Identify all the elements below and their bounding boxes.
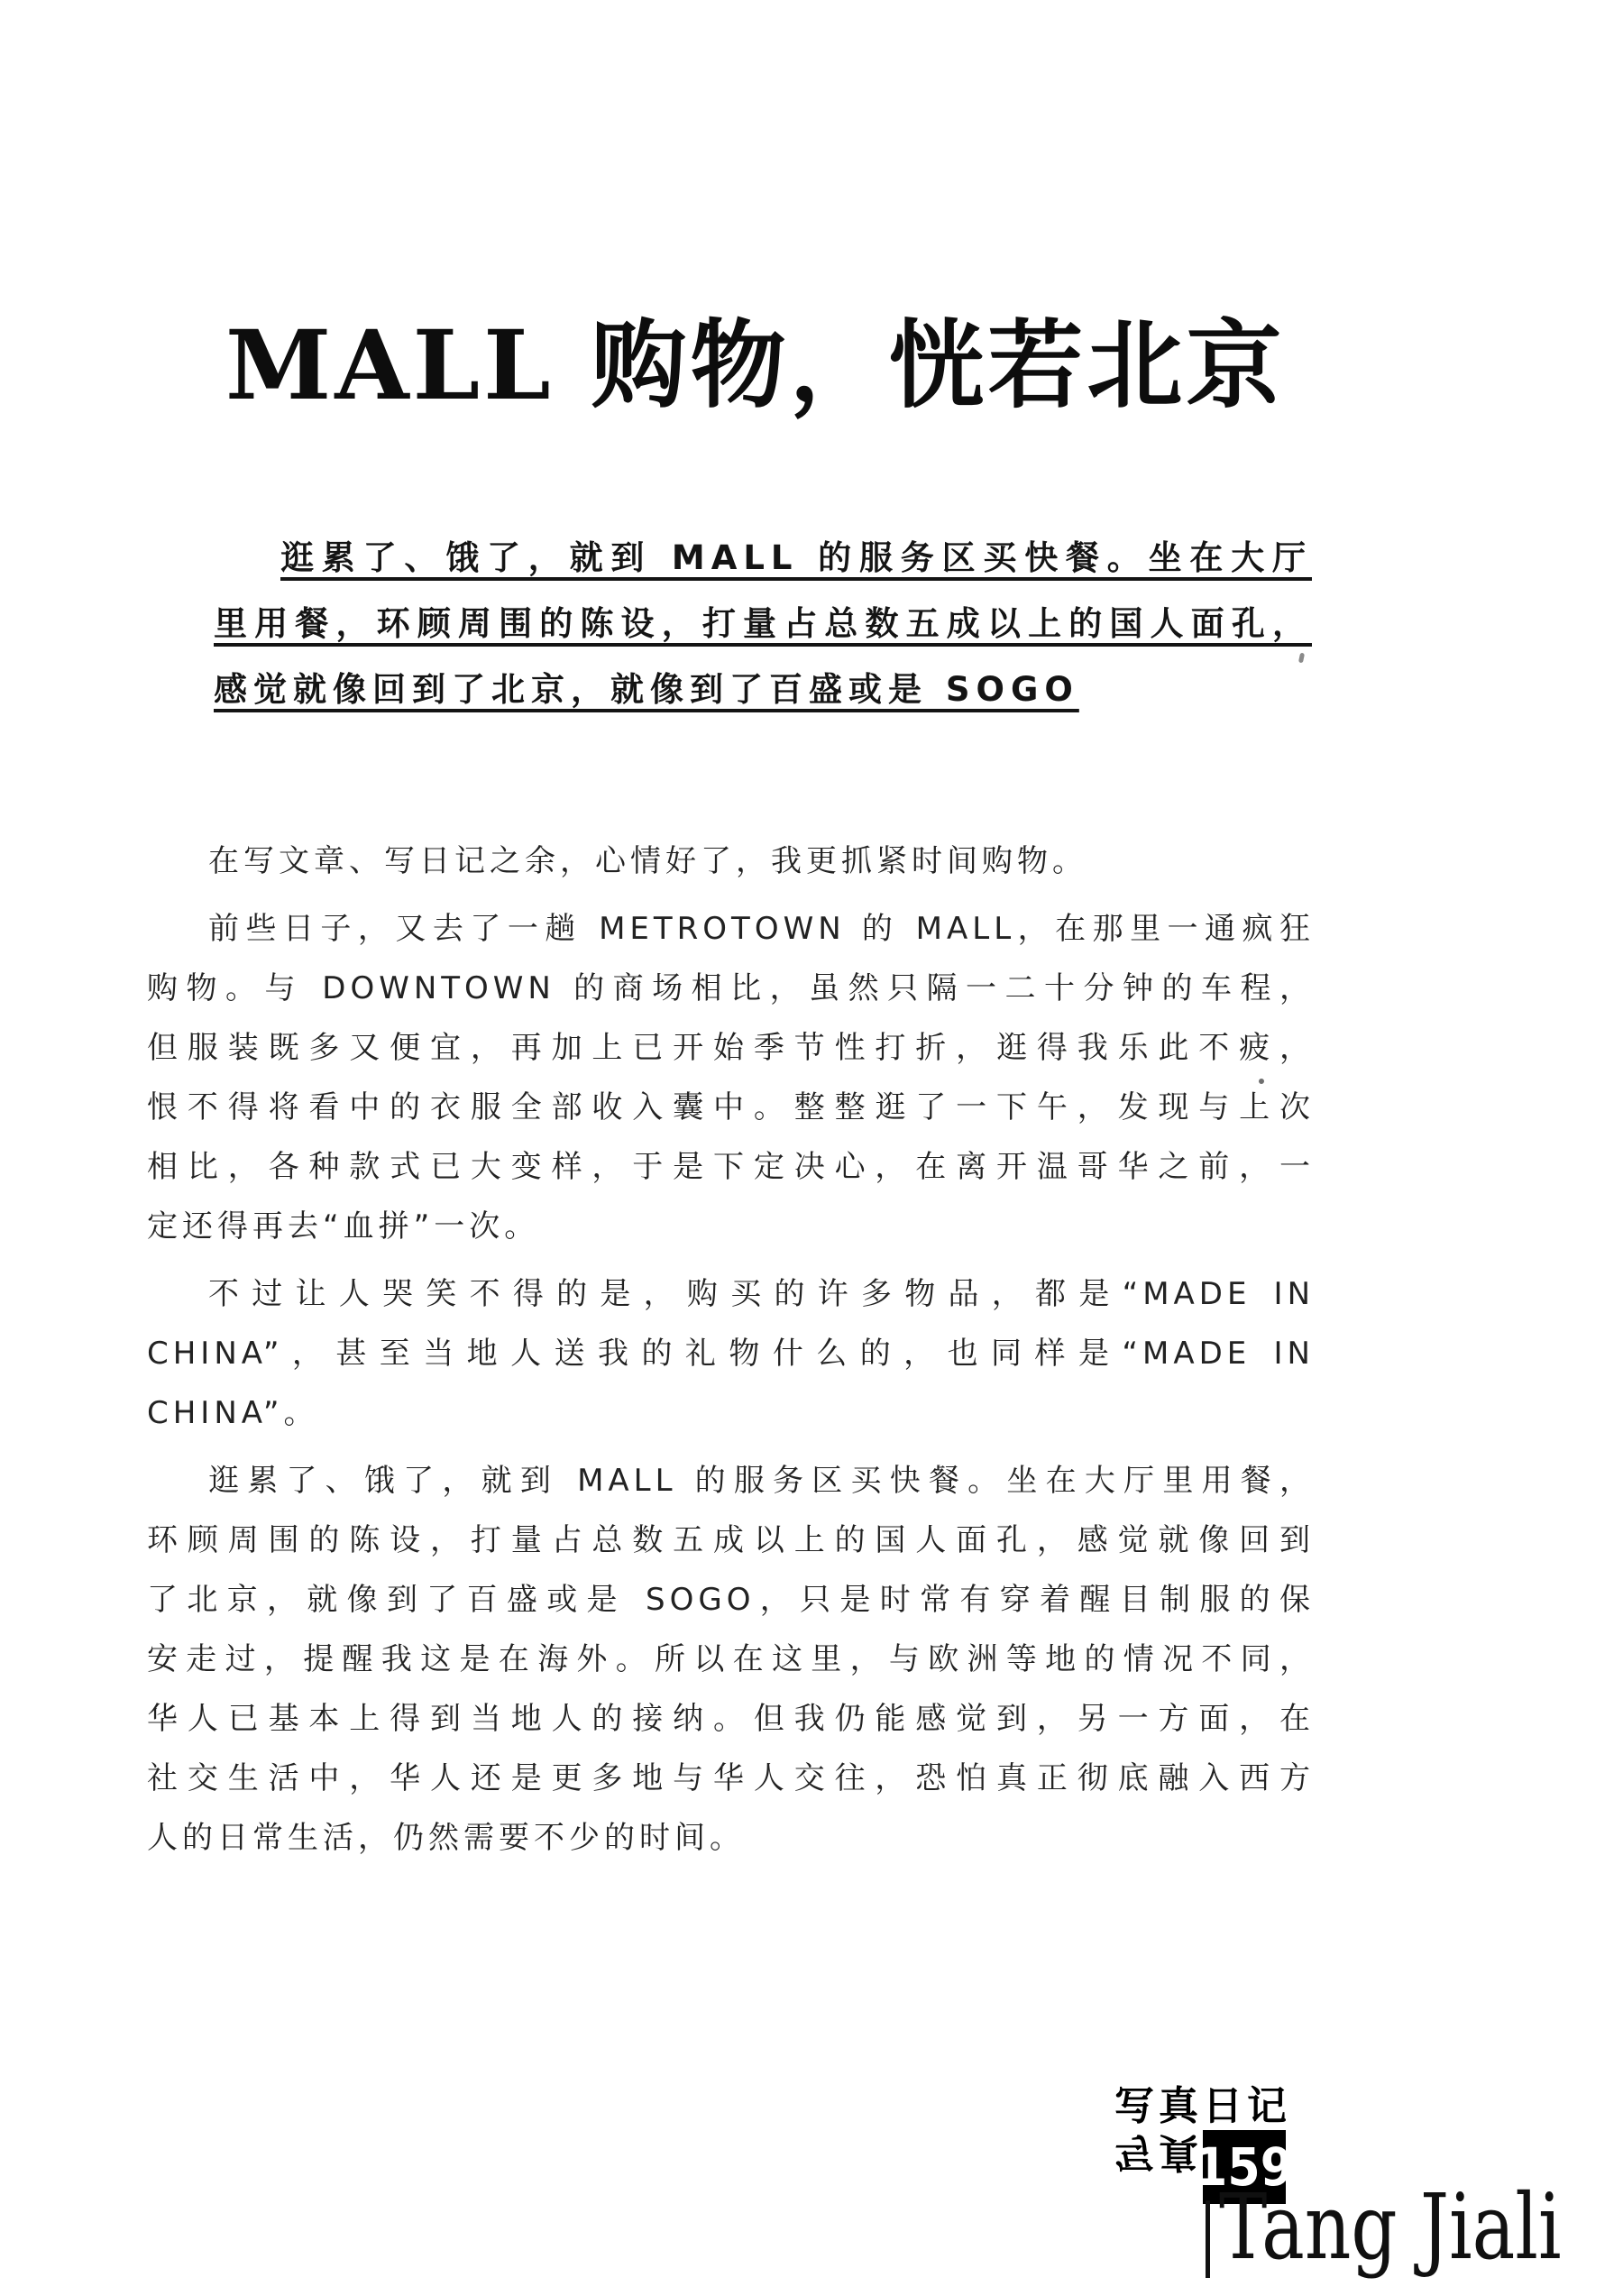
paragraph <box>147 1264 1315 1443</box>
text-line: 逛累了、饿了，就到 MALL 的服务区买快餐。坐在大厅 <box>280 538 1312 577</box>
series-logo-mirror-text: 写真 <box>1114 2129 1203 2175</box>
paragraph <box>147 899 1315 1256</box>
paragraph <box>147 1451 1315 1868</box>
text-line: 社交生活中，华人还是更多地与华人交往，恐怕真正彻底融入西方 <box>147 1760 1315 1796</box>
text-line: 但服装既多又便宜，再加上已开始季节性打折，逛得我乐此不疲， <box>147 1030 1315 1066</box>
text-line: 感觉就像回到了北京，就像到了百盛或是 SOGO <box>214 670 1079 709</box>
text-line: 人的日常生活，仍然需要不少的时间。 <box>147 1820 745 1856</box>
author-name: Tang Jiali <box>1219 2174 1562 2280</box>
text-line: 前些日子，又去了一趟 METROTOWN 的 MALL，在那里一通疯狂 <box>208 911 1315 947</box>
page-number: 159 <box>1195 2136 1294 2198</box>
page-title: MALL 购物，恍若北京 <box>225 308 1286 421</box>
text-line: 安走过，提醒我这是在海外。所以在这里，与欧洲等地的情况不同， <box>147 1641 1315 1677</box>
text-line: CHINA”，甚至当地人送我的礼物什么的，也同样是“MADE IN <box>147 1336 1315 1372</box>
divider-line <box>1206 2200 1210 2278</box>
text-line: 里用餐，环顾周围的陈设，打量占总数五成以上的国人面孔， <box>214 604 1312 643</box>
text-line: CHINA”。 <box>147 1395 319 1431</box>
text-line: 恨不得将看中的衣服全部收入囊中。整整逛了一下午，发现与上次 <box>147 1089 1315 1125</box>
text-line: 购物。与 DOWNTOWN 的商场相比，虽然只隔一二十分钟的车程， <box>147 970 1315 1006</box>
text-line: 不过让人哭笑不得的是，购买的许多物品，都是“MADE IN <box>208 1276 1315 1312</box>
scan-speck <box>1259 1079 1264 1084</box>
text-line: 环顾周围的陈设，打量占总数五成以上的国人面孔，感觉就像回到 <box>147 1522 1315 1558</box>
intro-abstract <box>214 525 1312 722</box>
text-line: 了北京，就像到了百盛或是 SOGO，只是时常有穿着醒目制服的保 <box>147 1582 1315 1618</box>
text-line: 华人已基本上得到当地人的接纳。但我仍能感觉到，另一方面，在 <box>147 1701 1315 1737</box>
series-logo-text: 写真日记 <box>1114 2083 1291 2129</box>
body-text <box>147 831 1315 1876</box>
paragraph <box>147 831 1315 891</box>
text-line: 相比，各种款式已大变样，于是下定决心，在离开温哥华之前，一 <box>147 1149 1315 1185</box>
text-line: 在写文章、写日记之余，心情好了，我更抓紧时间购物。 <box>208 843 1087 879</box>
text-line: 逛累了、饿了，就到 MALL 的服务区买快餐。坐在大厅里用餐， <box>208 1463 1315 1499</box>
text-line: 定还得再去“血拼”一次。 <box>147 1208 540 1244</box>
